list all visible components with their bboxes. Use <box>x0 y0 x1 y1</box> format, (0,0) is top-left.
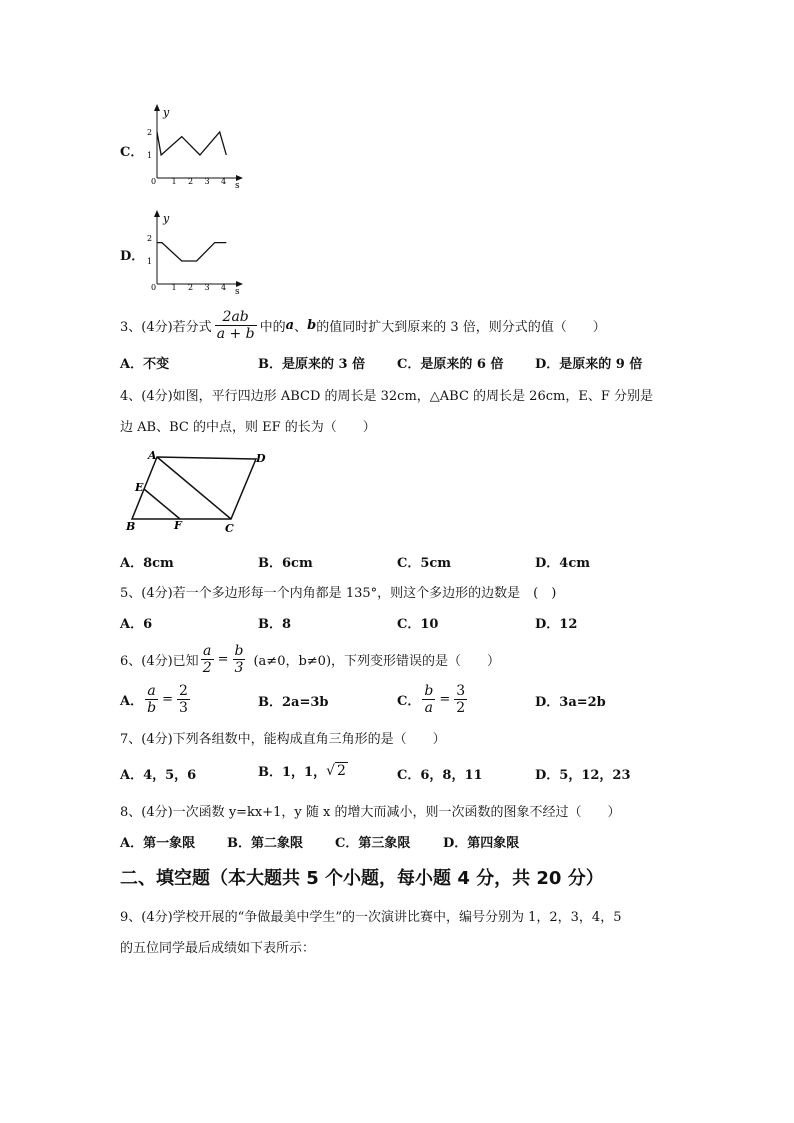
q7-stem: 7、(4分)下列各组数中，能构成直角三角形的是（ ） <box>120 732 446 747</box>
q2-graph-c <box>143 102 248 190</box>
q3-var-b: b <box>307 317 317 333</box>
q3-stem <box>120 306 606 344</box>
graph-d-x-tick: 4 <box>221 283 227 292</box>
q8-stem: 8、(4分)一次函数 y=kx+1，y 随 x 的增大而减小，则一次函数的图象不经过（ ） <box>120 805 621 820</box>
graph-d-x-label: s <box>235 287 240 296</box>
q6-eq: = <box>217 651 229 667</box>
graph-c-x-tick: 4 <box>221 177 227 186</box>
section-2-title: 二、填空题（本大题共 5 个小题，每小题 4 分，共 20 分） <box>120 868 604 889</box>
q6-opt-c-frac2 <box>454 683 467 716</box>
graph-c-y-label: y <box>163 106 170 119</box>
q4-option-b: B．6cm <box>258 556 313 571</box>
q5-option-b: B．8 <box>258 617 292 632</box>
q2-option-c-label: C． <box>120 145 144 160</box>
graph-c-x-label: s <box>235 181 240 190</box>
q4-parallelogram-figure <box>124 447 274 537</box>
q3-option-a: A．不变 <box>120 357 170 372</box>
q6-opt-c-frac1 <box>422 683 435 716</box>
q3-option-d: D．是原来的 9 倍 <box>535 357 643 372</box>
q3-fraction <box>215 309 257 342</box>
q7-option-d: D．5，12，23 <box>535 768 631 783</box>
q6-f2-num: b <box>234 642 244 659</box>
q6-f2-den: 3 <box>234 659 244 676</box>
q6-opt-a-f2-num: 2 <box>178 682 188 699</box>
q6-opt-a-eq: = <box>162 691 173 707</box>
q6-opt-a-f1-num: a <box>145 683 158 700</box>
q6-option-c <box>397 680 469 718</box>
q8-option-b: B．第二象限 <box>227 836 303 851</box>
graph-d-y-tick: 1 <box>147 257 153 266</box>
q6-stem <box>120 640 500 678</box>
graph-d-x-tick: 1 <box>171 283 177 292</box>
q5-option-c: C．10 <box>397 617 439 632</box>
q3-frac-den: a + b <box>216 325 255 342</box>
graph-d-x-tick: 2 <box>188 283 194 292</box>
q7-opt-b-prefix: B．1，1， <box>258 765 327 780</box>
q4-line1: 4、(4分)如图，平行四边形 ABCD 的周长是 32cm，△ABC 的周长是 26cm，E、F 分别是 <box>120 389 653 404</box>
point-b-label: B <box>126 520 136 533</box>
graph-c-y-tick: 1 <box>147 151 153 160</box>
q6-option-a <box>120 680 192 718</box>
q3-var-a: a <box>285 317 295 333</box>
q7-option-c: C．6，8，11 <box>397 768 483 783</box>
graph-d-x-tick: 0 <box>151 283 157 292</box>
q6-opt-c-f2-den: 2 <box>456 699 466 716</box>
q8-option-a: A．第一象限 <box>120 836 196 851</box>
graph-d-x-tick: 3 <box>204 283 210 292</box>
q6-f1-den: 2 <box>202 659 212 676</box>
q6-suffix: (a≠0，b≠0)，下列变形错误的是（ ） <box>253 653 501 669</box>
q6-opt-a-frac1 <box>145 683 158 716</box>
point-f-label: F <box>174 519 182 532</box>
q9-line1: 9、(4分)学校开展的“争做最美中学生”的一次演讲比赛中，编号分别为 1，2，3，4，5 <box>120 910 622 925</box>
q4-option-d: D．4cm <box>535 556 590 571</box>
graph-d-y-label: y <box>163 212 170 225</box>
q4-line2: 边 AB、BC 的中点，则 EF 的长为（ ） <box>120 420 376 435</box>
q6-opt-c-eq: = <box>439 691 451 707</box>
graph-c-x-tick: 2 <box>188 177 194 186</box>
point-d-label: D <box>256 452 266 465</box>
q3-sep: 、 <box>294 319 308 335</box>
q5-stem: 5、(4分)若一个多边形每一个内角都是 135°，则这个多边形的边数是 ( ) <box>120 586 557 601</box>
q6-prefix: 6、(4分)已知 <box>120 653 199 669</box>
q2-option-d-label: D． <box>120 249 145 264</box>
q5-option-a: A．6 <box>120 617 153 632</box>
graph-c-y-tick: 2 <box>147 128 153 137</box>
q6-frac-a-over-2 <box>201 643 214 676</box>
q9-line2: 的五位同学最后成绩如下表所示： <box>120 941 316 956</box>
graph-c-line <box>157 132 226 155</box>
q3-middle: 中的 <box>259 319 286 335</box>
graph-c-ticks <box>147 128 226 186</box>
point-e-label: E <box>135 481 144 494</box>
q7-opt-b-sqrt: √ 2 <box>326 762 346 779</box>
q3-prefix: 3、(4分)若分式 <box>120 319 212 335</box>
point-c-label: C <box>225 522 234 535</box>
q8-option-d: D．第四象限 <box>443 836 520 851</box>
q3-option-c: C．是原来的 6 倍 <box>397 357 504 372</box>
q3-suffix: 的值同时扩大到原来的 3 倍，则分式的值（ ） <box>316 319 606 335</box>
q6-opt-a-label: A． <box>120 693 144 709</box>
q7-option-a: A．4，5，6 <box>120 768 197 783</box>
q6-opt-a-frac2 <box>177 683 190 716</box>
q6-opt-a-f2-den: 3 <box>178 699 188 716</box>
q6-option-d: D．3a=2b <box>535 695 606 710</box>
q6-opt-a-f1-den: b <box>147 699 157 716</box>
point-a-label: A <box>148 449 157 462</box>
graph-c-x-tick: 1 <box>171 177 177 186</box>
q7-opt-b-radicand: 2 <box>337 762 346 779</box>
q6-option-b: B．2a=3b <box>258 695 329 710</box>
q3-frac-num: 2ab <box>215 309 257 326</box>
graph-d-y-tick: 2 <box>147 234 153 243</box>
q6-opt-c-f1-den: a <box>424 699 434 716</box>
q8-option-c: C．第三象限 <box>335 836 411 851</box>
q7-option-b <box>258 761 348 780</box>
q6-opt-c-f2-num: 3 <box>456 682 466 699</box>
q5-option-d: D．12 <box>535 617 578 632</box>
graph-c-x-tick: 3 <box>204 177 210 186</box>
q4-option-a: A．8cm <box>120 556 174 571</box>
graph-c-x-tick: 0 <box>151 177 157 186</box>
q6-opt-c-f1-num: b <box>424 682 434 699</box>
q4-option-c: C．5cm <box>397 556 452 571</box>
q6-opt-c-label: C． <box>397 693 421 709</box>
q6-frac-b-over-3 <box>233 643 246 676</box>
graph-d-line <box>157 243 226 261</box>
q3-option-b: B．是原来的 3 倍 <box>258 357 366 372</box>
q2-graph-d <box>143 208 248 296</box>
segment-ef <box>144 489 180 519</box>
q6-f1-num: a <box>201 643 214 660</box>
